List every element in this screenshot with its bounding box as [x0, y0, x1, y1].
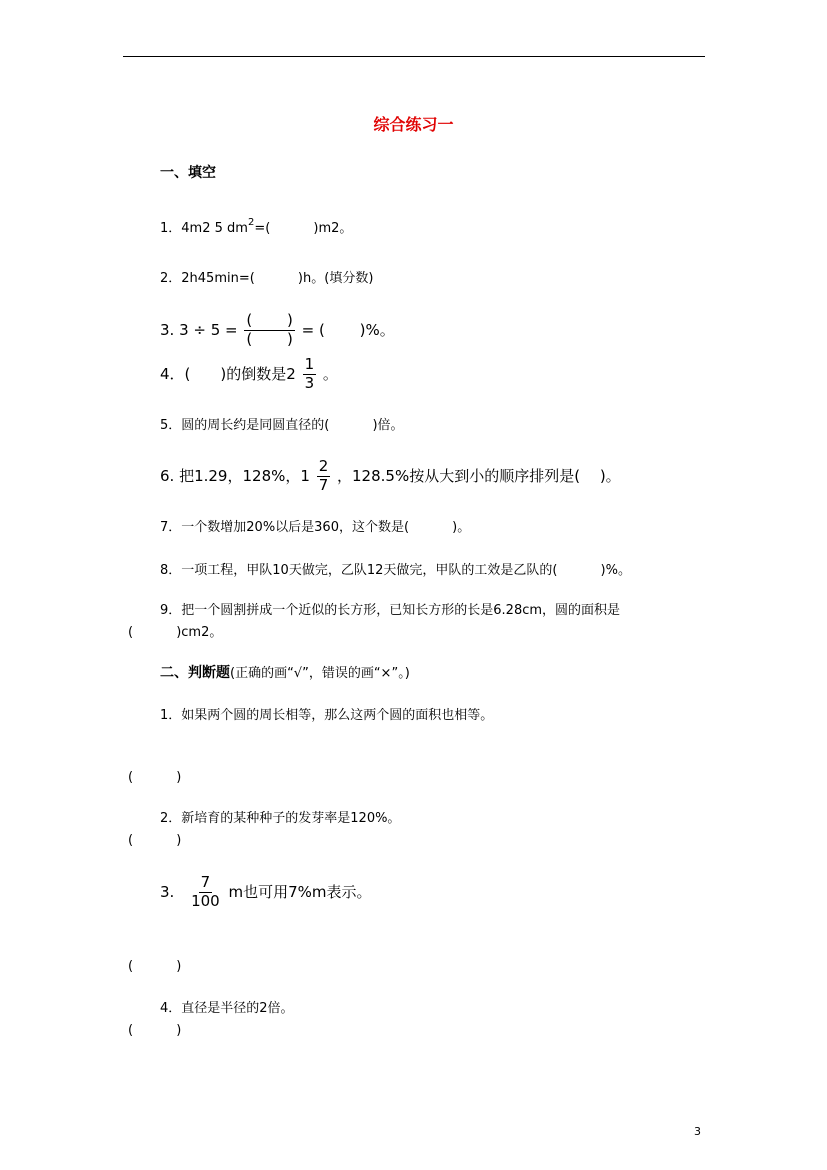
judgment-heading-bold: 二、判断题: [160, 665, 230, 681]
judgment-heading-rest: (正确的画“√”，错误的画“×”。): [230, 666, 410, 681]
q3-fraction-denominator: ( ): [246, 329, 293, 348]
judgment-answer-2: ( ): [128, 833, 182, 848]
q4-fraction-denominator: 3: [304, 373, 315, 392]
question-8: 8．一项工程，甲队10天做完，乙队12天做完，甲队的工效是乙队的( )%。: [160, 563, 631, 578]
question-6: [160, 459, 621, 494]
question-4: [160, 357, 338, 392]
q4-text-post: 。: [322, 364, 338, 383]
judgment-question-4: 4．直径是半径的2倍。: [160, 1001, 294, 1016]
judgment-question-2: 2．新培育的某种种子的发芽率是120%。: [160, 811, 401, 826]
q4-text-pre: 4．( )的倒数是2: [160, 364, 296, 383]
q1-text-pre: 1．4m2 5 dm: [160, 221, 248, 236]
q1-text-post: =( )m2。: [254, 221, 353, 236]
page-title: 综合练习一: [373, 115, 454, 134]
question-3: [160, 313, 395, 348]
q3-fraction: [244, 313, 294, 348]
question-9-line-2: ( )cm2。: [128, 625, 223, 640]
judgment-answer-3: ( ): [128, 959, 182, 974]
jq3-fraction-denominator: 100: [191, 891, 220, 910]
jq3-fraction-numerator: 7: [200, 873, 211, 891]
jq3-text-pre: 3.: [160, 882, 175, 901]
q3-text-pre: 3. 3 ÷ 5 =: [160, 320, 238, 339]
header-rule: [123, 56, 705, 57]
jq3-fraction: [189, 875, 222, 910]
question-5: 5．圆的周长约是同圆直径的( )倍。: [160, 418, 404, 433]
question-9-line-1: 9．把一个圆割拼成一个近似的长方形，已知长方形的长是6.28cm，圆的面积是: [160, 603, 621, 618]
q6-fraction-denominator: 7: [318, 475, 329, 494]
section-heading-fill-blank: 一、填空: [160, 165, 216, 181]
judgment-answer-4: ( ): [128, 1023, 182, 1038]
q6-text-post: ，128.5%按从大到小的顺序排列是( )。: [337, 466, 621, 485]
page-number: 3: [694, 1125, 701, 1138]
judgment-answer-1: ( ): [128, 770, 182, 785]
question-1: [160, 217, 353, 236]
judgment-question-1: 1．如果两个圆的周长相等，那么这两个圆的面积也相等。: [160, 708, 494, 723]
jq3-text-post: m也可用7%m表示。: [228, 882, 372, 901]
q4-fraction-numerator: 1: [304, 355, 315, 373]
q6-text-pre: 6. 把1.29，128%，1: [160, 466, 310, 485]
q6-fraction-numerator: 2: [318, 457, 329, 475]
section-heading-judgment: [160, 666, 410, 680]
question-2: 2．2h45min=( )h。(填分数): [160, 271, 374, 286]
q4-fraction: [303, 357, 317, 392]
q6-fraction: [317, 459, 331, 494]
question-7: 7．一个数增加20%以后是360，这个数是( )。: [160, 520, 471, 535]
judgment-question-3: [160, 875, 372, 910]
q1-superscript: 2: [247, 217, 255, 228]
q3-text-post: = ( )%。: [301, 320, 395, 339]
q3-fraction-numerator: ( ): [246, 311, 293, 329]
